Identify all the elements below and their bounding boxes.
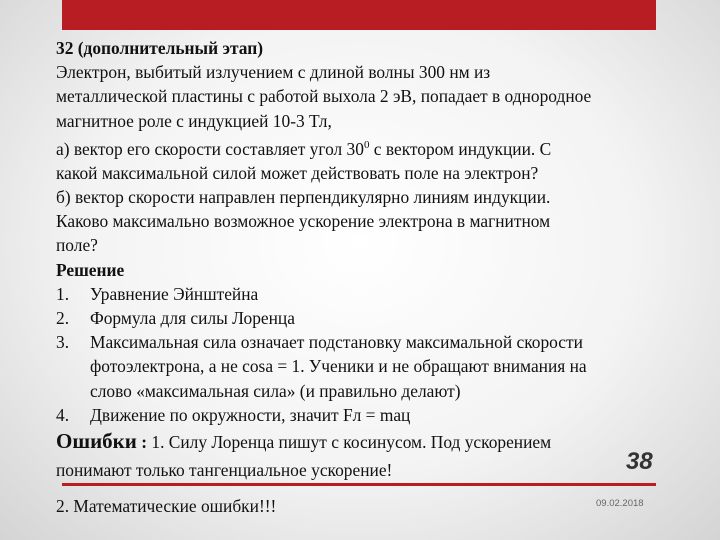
solution-label: Решение: [56, 259, 125, 280]
step-number: 2.: [56, 308, 70, 329]
errors-text-1: 1. Силу Лоренца пишут с косинусом. Под ускорением: [151, 432, 552, 453]
step-text: слово «максимальная сила» (и правильно делают): [90, 380, 461, 401]
footer-divider: [62, 483, 656, 486]
errors-label: Ошибки: [56, 429, 137, 454]
step-text: Максимальная сила означает подстановку максимальной скорости: [90, 332, 583, 353]
step-number: 4.: [56, 404, 70, 425]
part-b-line-3: поле?: [56, 235, 98, 256]
part-a-suffix: с вектором индукции. С: [369, 138, 552, 159]
errors-line-1: [56, 429, 686, 454]
part-a-line-2: какой максимальной силой может действовать поле на электрон?: [56, 162, 539, 183]
errors-separator: :: [136, 432, 152, 453]
problem-line-1: Электрон, выбитый излучением с длиной волны 300 нм из: [56, 62, 491, 83]
page-number: 38: [626, 448, 653, 475]
problem-line-2: металлической пластины с работой выхола 2 эВ, попадает в однородное: [56, 86, 592, 107]
part-b-line-1: б) вектор скорости направлен перпендикулярно линиям индукции.: [56, 187, 551, 208]
solution-step-3: [56, 330, 686, 403]
step-text: Движение по окружности, значит Fл = maц: [90, 404, 411, 425]
solution-step-4: [56, 403, 686, 427]
top-accent-bar: [62, 0, 656, 30]
step-text: Формула для силы Лоренца: [90, 308, 295, 329]
degree-superscript: 0: [363, 138, 370, 151]
slide-content: [56, 36, 686, 482]
part-b-line-2: Каково максимально возможное ускорение электрона в магнитном: [56, 211, 551, 232]
slide-heading: 32 (дополнительный этап): [56, 38, 264, 58]
part-a-line-1: [56, 133, 686, 161]
solution-step-2: [56, 306, 686, 330]
step-number: 1.: [56, 283, 70, 304]
step-text: фотоэлектрона, а не cosa = 1. Ученики и не обращают внимания на: [90, 356, 587, 377]
slide-date: 09.02.2018: [596, 498, 644, 509]
errors-line-2: понимают только тангенциальное ускорение!: [56, 460, 393, 481]
step-number: 3.: [56, 332, 70, 353]
solution-step-1: [56, 282, 686, 306]
footer-text: 2. Математические ошибки!!!: [56, 496, 277, 516]
part-a-prefix: а) вектор его скорости составляет угол 30: [56, 138, 364, 159]
step-text: Уравнение Эйнштейна: [90, 283, 259, 304]
problem-line-3: магнитное роле с индукцией 10-3 Тл,: [56, 110, 332, 131]
